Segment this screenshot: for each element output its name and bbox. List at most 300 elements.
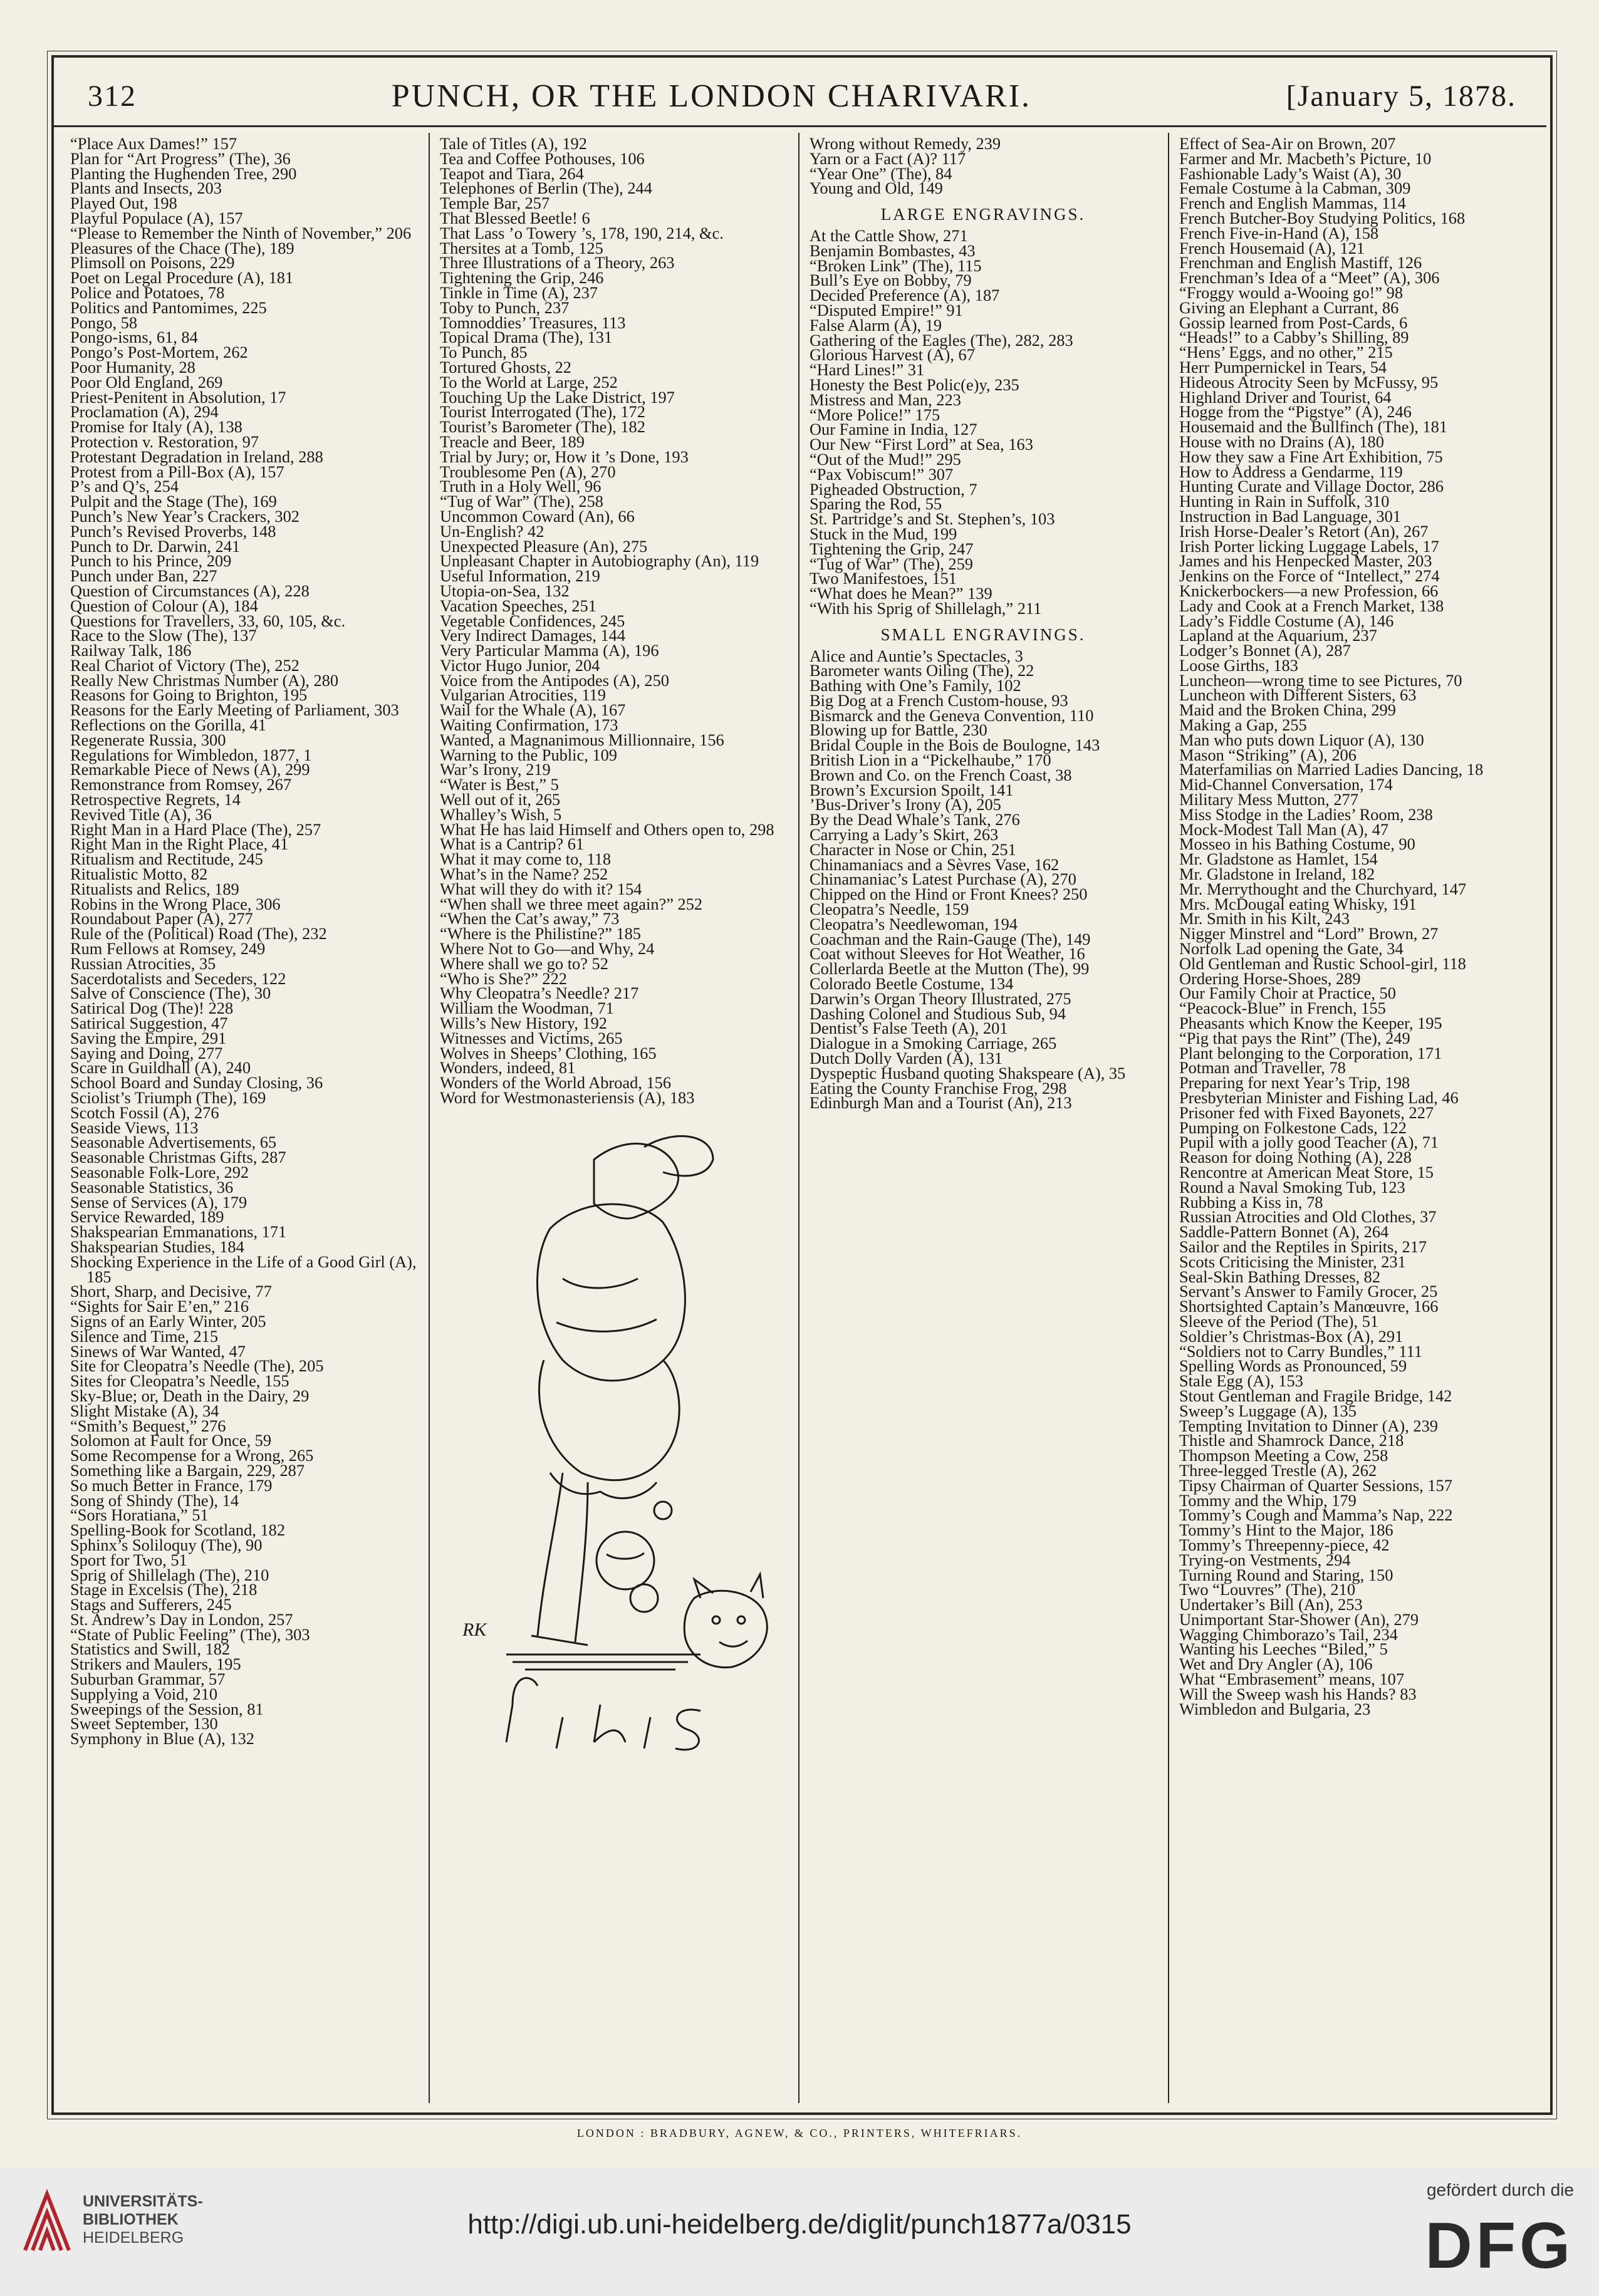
index-entry: Fashionable Lady’s Waist (A), 30: [1179, 164, 1402, 183]
index-entry: Bull’s Eye on Bobby, 79: [810, 271, 972, 290]
index-entry: Suburban Grammar, 57: [70, 1670, 226, 1689]
index-entry: Edinburgh Man and a Tourist (An), 213: [810, 1093, 1072, 1113]
index-entry: Eating the County Franchise Frog, 298: [810, 1078, 1067, 1098]
index-entry: Thersites at a Tomb, 125: [440, 238, 603, 257]
index-entry: Stage in Excelsis (The), 218: [70, 1580, 258, 1599]
index-entry: Brown and Co. on the French Coast, 38: [810, 765, 1072, 784]
index-entry: Vacation Speeches, 251: [440, 596, 596, 615]
index-entry: Sinews of War Wanted, 47: [70, 1341, 246, 1361]
index-entry: Irish Porter licking Luggage Labels, 17: [1179, 536, 1439, 556]
index-entry: Bismarck and the Geneva Convention, 110: [810, 705, 1094, 725]
index-entry: Shakspearian Studies, 184: [70, 1237, 244, 1256]
index-entry: Satirical Dog (The)! 228: [70, 999, 234, 1018]
index-entry: What will they do with it? 154: [440, 879, 642, 898]
index-entry: Mr. Gladstone as Hamlet, 154: [1179, 849, 1378, 869]
index-entry: Roundabout Paper (A), 277: [70, 909, 253, 928]
index-entry: Vegetable Confidences, 245: [440, 611, 625, 630]
index-entry: Proclamation (A), 294: [70, 402, 219, 422]
journal-title: PUNCH, OR THE LONDON CHARIVARI.: [391, 78, 1032, 114]
index-entry: James and his Henpecked Master, 203: [1179, 551, 1432, 571]
index-entry: Bathing with One’s Family, 102: [810, 676, 1021, 695]
index-entry: Un-English? 42: [440, 521, 544, 541]
index-entry: Police and Potatoes, 78: [70, 283, 225, 302]
index-entry: Female Costume à la Cabman, 309: [1179, 179, 1411, 198]
index-entry: Salve of Conscience (The), 30: [70, 984, 271, 1003]
index-entry: Warning to the Public, 109: [440, 745, 618, 764]
index-entry: Pumping on Folkestone Cads, 122: [1179, 1118, 1407, 1137]
index-entry: To Punch, 85: [440, 343, 528, 362]
index-entry: Planting the Hughenden Tree, 290: [70, 164, 297, 183]
index-entry: Wolves in Sheeps’ Clothing, 165: [440, 1043, 657, 1062]
index-entry: Prisoner fed with Fixed Bayonets, 227: [1179, 1103, 1434, 1122]
index-entry: “Who is She?” 222: [440, 969, 568, 988]
index-entry: To the World at Large, 252: [440, 372, 618, 392]
index-entry: Site for Cleopatra’s Needle (The), 205: [70, 1356, 324, 1376]
index-entry: Hogge from the “Pigstye” (A), 246: [1179, 402, 1412, 422]
index-entry: Tommy’s Threepenny-piece, 42: [1179, 1535, 1390, 1554]
index-entry: Sleeve of the Period (The), 51: [1179, 1311, 1379, 1331]
index-entry: Priest-Penitent in Absolution, 17: [70, 387, 286, 407]
printer-imprint: LONDON : BRADBURY, AGNEW, & CO., PRINTERS, WHITEFRIARS.: [576, 2127, 1023, 2139]
index-entry: Punch under Ban, 227: [70, 566, 217, 586]
index-entry: Tourist’s Barometer (The), 182: [440, 417, 645, 437]
small-engravings-heading: SMALL ENGRAVINGS.: [880, 625, 1086, 644]
index-entry: Very Particular Mamma (A), 196: [440, 641, 659, 660]
index-entry: Sense of Services (A), 179: [70, 1192, 247, 1212]
index-entry: Potman and Traveller, 78: [1179, 1058, 1346, 1078]
index-entry: Uncommon Coward (An), 66: [440, 506, 635, 526]
index-entry: Song of Shindy (The), 14: [70, 1490, 239, 1510]
index-entry: Colorado Beetle Costume, 134: [810, 974, 1014, 994]
index-entry: Barometer wants Oiling (The), 22: [810, 661, 1034, 680]
index-entry: “What does he Mean?” 139: [810, 584, 992, 603]
illustration-signature: RK: [462, 1619, 487, 1640]
index-entry: Temple Bar, 257: [440, 194, 550, 213]
index-entry: Character in Nose or Chin, 251: [810, 839, 1016, 859]
index-entry: “Year One” (The), 84: [810, 164, 952, 183]
index-entry: Protest from a Pill-Box (A), 157: [70, 462, 284, 481]
index-entry: Dialogue in a Smoking Carriage, 265: [810, 1034, 1057, 1053]
index-entry: Three Illustrations of a Theory, 263: [440, 253, 675, 273]
index-entry: Decided Preference (A), 187: [810, 286, 1000, 305]
index-entry: Tommy’s Cough and Mamma’s Nap, 222: [1179, 1505, 1453, 1525]
index-entry: Shocking Experience in the Life of a Good Girl (A), 185: [70, 1252, 417, 1286]
index-entry: Trying-on Vestments, 294: [1179, 1550, 1351, 1569]
index-entry: At the Cattle Show, 271: [810, 226, 968, 245]
index-entry: Regenerate Russia, 300: [70, 730, 226, 749]
index-entry: Mistress and Man, 223: [810, 390, 961, 409]
index-entry: Something like a Bargain, 229, 287: [70, 1460, 305, 1480]
index-entry: Where shall we go to? 52: [440, 953, 608, 973]
index-entry: Glorious Harvest (A), 67: [810, 345, 975, 365]
index-entry: Pongo’s Post-Mortem, 262: [70, 343, 248, 362]
index-entry: Why Cleopatra’s Needle? 217: [440, 984, 639, 1003]
dfg-logo-icon: DFG: [1425, 2210, 1574, 2282]
index-entry: Young and Old, 149: [810, 179, 943, 198]
index-entry: Tourist Interrogated (The), 172: [440, 402, 645, 422]
index-entry: Rum Fellows at Romsey, 249: [70, 939, 266, 958]
index-entry: Reasons for the Early Meeting of Parliament, 303: [70, 700, 399, 720]
index-entry: Scots Criticising the Minister, 231: [1179, 1252, 1406, 1271]
index-entry: Benjamin Bombastes, 43: [810, 241, 976, 260]
index-entry: Ritualists and Relics, 189: [70, 879, 239, 898]
index-entry: How to Address a Gendarme, 119: [1179, 462, 1403, 481]
index-entry: Really New Christmas Number (A), 280: [70, 670, 339, 690]
index-entry: Sparing the Rod, 55: [810, 494, 942, 514]
index-entry: “Sights for Sair E’en,” 216: [70, 1297, 249, 1316]
index-entry: Tinkle in Time (A), 237: [440, 283, 598, 302]
index-entry: Shakspearian Emmanations, 171: [70, 1222, 287, 1242]
index-entry: “Out of the Mud!” 295: [810, 449, 961, 469]
index-entry: Short, Sharp, and Decisive, 77: [70, 1282, 272, 1301]
index-entry: P’s and Q’s, 254: [70, 477, 179, 496]
index-entry: “Broken Link” (The), 115: [810, 256, 982, 275]
index-entry: Seasonable Advertisements, 65: [70, 1133, 277, 1152]
index-entry: Chipped on the Hind or Front Knees? 250: [810, 885, 1088, 904]
index-column-1: [60, 133, 430, 2103]
index-entry: “Froggy would a-Wooing go!” 98: [1179, 283, 1404, 302]
index-entry: Promise for Italy (A), 138: [70, 417, 242, 437]
index-column-4: [1169, 133, 1539, 2103]
index-entry: Topical Drama (The), 131: [440, 328, 613, 347]
index-entry: Tortured Ghosts, 22: [440, 357, 571, 377]
index-entry: “Please to Remember the Ninth of November,” 206: [70, 223, 412, 242]
index-entry: Lodger’s Bonnet (A), 287: [1179, 641, 1351, 660]
index-entry: Seasonable Folk-Lore, 292: [70, 1162, 249, 1182]
index-entry: Reasons for Going to Brighton, 195: [70, 685, 308, 705]
index-entry: Punch’s New Year’s Crackers, 302: [70, 506, 300, 526]
index-columns: [60, 133, 1539, 2103]
index-entry: Military Mess Mutton, 277: [1179, 790, 1358, 809]
index-entry: Regulations for Wimbledon, 1877, 1: [70, 745, 312, 764]
index-entry: Rencontre at American Meat Store, 15: [1179, 1162, 1434, 1182]
index-entry: Chinamaniacs and a Sèvres Vase, 162: [810, 855, 1060, 874]
index-entry: Irish Horse-Dealer’s Retort (An), 267: [1179, 521, 1429, 541]
index-entry: Jenkins on the Force of “Intellect,” 274: [1179, 566, 1440, 586]
digital-copy-url[interactable]: http://digi.ub.uni-heidelberg.de/diglit/punch1877a/0315: [467, 2209, 1132, 2240]
index-entry: Seasonable Christmas Gifts, 287: [70, 1148, 286, 1167]
index-entry: Trial by Jury; or, How it ’s Done, 193: [440, 447, 689, 466]
index-entry: What it may come to, 118: [440, 849, 612, 869]
index-entry: War’s Irony, 219: [440, 760, 551, 779]
index-entry: Tomnoddies’ Treasures, 113: [440, 313, 626, 332]
index-entry: William the Woodman, 71: [440, 999, 614, 1018]
finis-clown-handstand-illustration: [437, 1122, 786, 1761]
index-entry: Question of Circumstances (A), 228: [70, 581, 310, 600]
index-entry: Yarn or a Fact (A)? 117: [810, 148, 966, 168]
index-entry: Race to the Slow (The), 137: [70, 626, 257, 645]
index-entry: Politics and Pantomimes, 225: [70, 298, 267, 317]
index-entry: Collerlarda Beetle at the Mutton (The), 99: [810, 959, 1090, 979]
running-head: [88, 74, 1516, 118]
index-entry: St. Andrew’s Day in London, 257: [70, 1609, 293, 1629]
index-entry: “Peacock-Blue” in French, 155: [1179, 999, 1386, 1018]
index-entry: “State of Public Feeling” (The), 303: [70, 1624, 310, 1644]
index-entry: Punch to his Prince, 209: [70, 551, 232, 571]
index-entry: Shortsighted Captain’s Manœuvre, 166: [1179, 1297, 1439, 1316]
index-entry: Big Dog at a French Custom-house, 93: [810, 690, 1068, 710]
index-entry: Plant belonging to the Corporation, 171: [1179, 1043, 1442, 1062]
index-entry: Ordering Horse-Shoes, 289: [1179, 969, 1361, 988]
index-entry: Wagging Chimborazo’s Tail, 234: [1179, 1624, 1398, 1644]
index-entry: Reason for doing Nothing (A), 228: [1179, 1148, 1412, 1167]
index-entry: Remarkable Piece of News (A), 299: [70, 760, 310, 779]
index-entry: Stale Egg (A), 153: [1179, 1371, 1303, 1391]
index-entry: Truth in a Holy Well, 96: [440, 477, 602, 496]
index-entry: Rule of the (Political) Road (The), 232: [70, 924, 327, 943]
index-entry: “Pax Vobiscum!” 307: [810, 464, 954, 484]
index-entry: Honesty the Best Polic(e)y, 235: [810, 375, 1019, 394]
index-entry: Will the Sweep wash his Hands? 83: [1179, 1684, 1417, 1703]
index-entry: Maid and the Broken China, 299: [1179, 700, 1396, 720]
index-entry: Tightening the Grip, 246: [440, 268, 604, 288]
index-entry: Tea and Coffee Pothouses, 106: [440, 148, 645, 168]
index-entry: Hunting Curate and Village Doctor, 286: [1179, 477, 1444, 496]
index-entry: “Hens’ Eggs, and no other,” 215: [1179, 343, 1393, 362]
index-entry: Sweepings of the Session, 81: [70, 1699, 264, 1718]
index-entry: Teapot and Tiara, 264: [440, 164, 584, 183]
index-entry: Service Rewarded, 189: [70, 1207, 224, 1227]
index-entry: Unpleasant Chapter in Autobiography (An), 119: [440, 551, 759, 571]
index-entry: Poor Humanity, 28: [70, 357, 195, 377]
index-entry: Two “Louvres” (The), 210: [1179, 1580, 1356, 1599]
index-entry: Sweet September, 130: [70, 1714, 218, 1733]
index-entry: Luncheon—wrong time to see Pictures, 70: [1179, 670, 1462, 690]
index-entry: Soldier’s Christmas-Box (A), 291: [1179, 1326, 1404, 1346]
index-entry: Loose Girths, 183: [1179, 655, 1298, 675]
funded-by-text: gefördert durch die: [1426, 2180, 1574, 2200]
index-entry: “Disputed Empire!” 91: [810, 300, 963, 319]
index-entry: Playful Populace (A), 157: [70, 208, 243, 227]
index-entry: Touching Up the Lake District, 197: [440, 387, 675, 407]
index-entry: Silence and Time, 215: [70, 1326, 219, 1346]
index-entry: Miss Stodge in the Ladies’ Room, 238: [1179, 804, 1433, 824]
index-entry: Stags and Sufferers, 245: [70, 1595, 232, 1614]
index-entry: Frenchman and English Mastiff, 126: [1179, 253, 1422, 273]
index-entry: Seal-Skin Bathing Dresses, 82: [1179, 1267, 1381, 1286]
index-entry: Pongo-isms, 61, 84: [70, 328, 198, 347]
index-entry: Symphony in Blue (A), 132: [70, 1729, 254, 1748]
index-entry: Remonstrance from Romsey, 267: [70, 775, 292, 794]
index-entry: Waiting Confirmation, 173: [440, 715, 618, 735]
index-column-2: [430, 133, 799, 2103]
index-entry: Useful Information, 219: [440, 566, 600, 586]
index-entry: Question of Colour (A), 184: [70, 596, 258, 615]
index-entry: Lapland at the Aquarium, 237: [1179, 626, 1377, 645]
index-entry: Mid-Channel Conversation, 174: [1179, 775, 1393, 794]
index-entry: Poor Old England, 269: [70, 372, 223, 392]
index-entry: Tipsy Chairman of Quarter Sessions, 157: [1179, 1475, 1452, 1495]
index-entry: Seaside Views, 113: [70, 1118, 199, 1137]
index-entry: False Alarm (A), 19: [810, 315, 942, 335]
index-entry: Mason “Striking” (A), 206: [1179, 745, 1357, 764]
index-entry: Whalley’s Wish, 5: [440, 804, 562, 824]
index-entry: ’Bus-Driver’s Irony (A), 205: [810, 795, 1001, 814]
library-name: UNIVERSITÄTS- BIBLIOTHEK HEIDELBERG: [83, 2193, 203, 2247]
index-entry: Dashing Colonel and Studious Sub, 94: [810, 1004, 1066, 1023]
index-entry: Satirical Suggestion, 47: [70, 1014, 228, 1033]
index-entry: Unexpected Pleasure (An), 275: [440, 536, 648, 556]
index-entry: “Sors Horatiana,” 51: [70, 1505, 209, 1525]
index-entry: Reflections on the Gorilla, 41: [70, 715, 266, 735]
index-entry: “Where is the Philistine?” 185: [440, 924, 641, 943]
index-entry: Saying and Doing, 277: [70, 1043, 223, 1062]
index-entry: “Soldiers not to Carry Bundles,” 111: [1179, 1341, 1422, 1361]
index-entry: “Water is Best,” 5: [440, 775, 559, 794]
index-entry: Sacerdotalists and Seceders, 122: [70, 969, 286, 988]
index-entry: Sphinx’s Soliloquy (The), 90: [70, 1535, 263, 1554]
index-entry: Chinamaniac’s Latest Purchase (A), 270: [810, 870, 1076, 889]
index-entry: Stout Gentleman and Fragile Bridge, 142: [1179, 1386, 1452, 1405]
index-entry: Gathering of the Eagles (The), 282, 283: [810, 330, 1073, 350]
index-entry: Real Chariot of Victory (The), 252: [70, 655, 299, 675]
index-entry: Supplying a Void, 210: [70, 1684, 218, 1703]
index-entry: Lady’s Fiddle Costume (A), 146: [1179, 611, 1394, 630]
index-entry: Railway Talk, 186: [70, 641, 192, 660]
index-entry: Wet and Dry Angler (A), 106: [1179, 1654, 1373, 1674]
index-entry: Rubbing a Kiss in, 78: [1179, 1192, 1323, 1212]
index-entry: Plan for “Art Progress” (The), 36: [70, 148, 291, 168]
index-entry: Toby to Punch, 237: [440, 298, 570, 317]
index-entry: Sweep’s Luggage (A), 135: [1179, 1401, 1357, 1420]
index-entry: Strikers and Maulers, 195: [70, 1654, 241, 1674]
index-entry: Turning Round and Staring, 150: [1179, 1565, 1393, 1584]
index-entry: Tempting Invitation to Dinner (A), 239: [1179, 1416, 1438, 1435]
index-entry: Ritualism and Rectitude, 245: [70, 849, 263, 869]
index-entry: Retrospective Regrets, 14: [70, 790, 241, 809]
index-entry: St. Partridge’s and St. Stephen’s, 103: [810, 509, 1055, 529]
index-entry: What “Embrasement” means, 107: [1179, 1670, 1405, 1689]
index-entry: Very Indirect Damages, 144: [440, 626, 626, 645]
index-entry: Stuck in the Mud, 199: [810, 524, 957, 543]
index-entry: Wail for the Whale (A), 167: [440, 700, 626, 720]
index-entry: Darwin’s Organ Theory Illustrated, 275: [810, 989, 1071, 1008]
index-entry: Man who puts down Liquor (A), 130: [1179, 730, 1424, 749]
index-entry: Bridal Couple in the Bois de Boulogne, 143: [810, 735, 1100, 755]
index-entry: School Board and Sunday Closing, 36: [70, 1073, 323, 1093]
index-entry: Wanting his Leeches “Biled,” 5: [1179, 1639, 1388, 1659]
library-footer-band: [0, 2168, 1599, 2296]
index-entry: Well out of it, 265: [440, 790, 561, 809]
index-entry: “When shall we three meet again?” 252: [440, 894, 703, 913]
index-entry: Three-legged Trestle (A), 262: [1179, 1460, 1377, 1480]
index-entry: Sky-Blue; or, Death in the Dairy, 29: [70, 1386, 310, 1405]
index-entry: French and English Mammas, 114: [1179, 194, 1406, 213]
index-entry: Robins in the Wrong Place, 306: [70, 894, 281, 913]
index-entry: Effect of Sea-Air on Brown, 207: [1179, 134, 1396, 153]
index-entry: Pleasures of the Chace (The), 189: [70, 238, 294, 257]
index-entry: Housemaid and the Bullfinch (The), 181: [1179, 417, 1448, 437]
index-entry: Some Recompense for a Wrong, 265: [70, 1446, 314, 1465]
index-entry: Blowing up for Battle, 230: [810, 720, 987, 740]
index-entry: Nigger Minstrel and “Lord” Brown, 27: [1179, 924, 1439, 943]
index-entry: “Smith’s Bequest,” 276: [70, 1416, 226, 1435]
index-entry: By the Dead Whale’s Tank, 276: [810, 810, 1020, 829]
index-entry: Luncheon with Different Sisters, 63: [1179, 685, 1417, 705]
index-entry: Solomon at Fault for Once, 59: [70, 1431, 272, 1450]
index-entry: Where Not to Go—and Why, 24: [440, 939, 655, 958]
index-entry: Utopia-on-Sea, 132: [440, 581, 570, 600]
index-entry: Tale of Titles (A), 192: [440, 134, 587, 153]
index-entry: Carrying a Lady’s Skirt, 263: [810, 825, 999, 844]
index-entry: Plimsoll on Poisons, 229: [70, 253, 235, 273]
index-entry: What is a Cantrip? 61: [440, 834, 585, 854]
index-entry: Coat without Sleeves for Hot Weather, 16: [810, 944, 1085, 964]
index-entry: Frenchman’s Idea of a “Meet” (A), 306: [1179, 268, 1440, 288]
index-entry: “When the Cat’s away,” 73: [440, 909, 620, 928]
index-entry: Pulpit and the Stage (The), 169: [70, 492, 277, 511]
index-entry: House with no Drains (A), 180: [1179, 432, 1384, 451]
index-entry: Our New “First Lord” at Sea, 163: [810, 435, 1033, 454]
index-entry: “Tug of War” (The), 259: [810, 554, 973, 573]
index-entry: Instruction in Bad Language, 301: [1179, 506, 1401, 526]
index-entry: Tommy’s Hint to the Major, 186: [1179, 1520, 1393, 1540]
index-entry: French Five-in-Hand (A), 158: [1179, 223, 1379, 242]
index-entry: Spelling Words as Pronounced, 59: [1179, 1356, 1407, 1376]
index-entry: “More Police!” 175: [810, 405, 940, 424]
index-entry: Vulgarian Atrocities, 119: [440, 685, 606, 705]
large-engravings-heading: LARGE ENGRAVINGS.: [880, 205, 1086, 224]
index-entry: Treacle and Beer, 189: [440, 432, 585, 451]
index-entry: Materfamilias on Married Ladies Dancing, 18: [1179, 760, 1484, 779]
index-entry: Thompson Meeting a Cow, 258: [1179, 1446, 1388, 1465]
index-entry: Ritualistic Motto, 82: [70, 865, 208, 884]
index-entry: Pheasants which Know the Keeper, 195: [1179, 1014, 1442, 1033]
index-entry: Voice from the Antipodes (A), 250: [440, 670, 669, 690]
index-entry: Seasonable Statistics, 36: [70, 1177, 234, 1197]
index-entry: Right Man in the Right Place, 41: [70, 834, 289, 854]
index-entry: “Heads!” to a Cabby’s Shilling, 89: [1179, 328, 1409, 347]
index-entry: French Housemaid (A), 121: [1179, 238, 1365, 257]
index-entry: Gossip learned from Post-Cards, 6: [1179, 313, 1408, 332]
index-entry: Lady and Cook at a French Market, 138: [1179, 596, 1444, 615]
index-entry: Poet on Legal Procedure (A), 181: [70, 268, 294, 288]
index-entry: Presbyterian Minister and Fishing Lad, 46: [1179, 1088, 1459, 1107]
index-entry: That Lass ’o Towery ’s, 178, 190, 214, &c.: [440, 223, 724, 242]
index-entry: Preparing for next Year’s Trip, 198: [1179, 1073, 1410, 1093]
index-entry: Mosseo in his Bathing Costume, 90: [1179, 834, 1415, 854]
index-entry: Sport for Two, 51: [70, 1550, 187, 1569]
index-entry: “Tug of War” (The), 258: [440, 492, 603, 511]
index-entry: Sciolist’s Triumph (The), 169: [70, 1088, 266, 1107]
index-entry: Two Manifestoes, 151: [810, 569, 957, 588]
index-entry: Russian Atrocities, 35: [70, 953, 216, 973]
index-entry: Pongo, 58: [70, 313, 138, 332]
index-entry: Thistle and Shamrock Dance, 218: [1179, 1431, 1404, 1450]
index-entry: What’s in the Name? 252: [440, 865, 608, 884]
index-entry: Old Gentleman and Rustic School-girl, 118: [1179, 953, 1466, 973]
index-entry: Protection v. Restoration, 97: [70, 432, 259, 451]
index-entry: “With his Sprig of Shillelagh,” 211: [810, 598, 1042, 618]
index-entry: Hideous Atrocity Seen by McFussy, 95: [1179, 372, 1439, 392]
index-entry: Servant’s Answer to Family Grocer, 25: [1179, 1282, 1438, 1301]
index-entry: Tightening the Grip, 247: [810, 539, 974, 558]
index-entry: Mr. Smith in his Kilt, 243: [1179, 909, 1350, 928]
index-entry: French Butcher-Boy Studying Politics, 168: [1179, 208, 1466, 227]
index-entry: Round a Naval Smoking Tub, 123: [1179, 1177, 1405, 1197]
index-entry: Mrs. McDougal eating Whisky, 191: [1179, 894, 1417, 913]
index-entry: Sites for Cleopatra’s Needle, 155: [70, 1371, 289, 1391]
index-entry: Protestant Degradation in Ireland, 288: [70, 447, 323, 466]
index-entry: Dyspeptic Husband quoting Shakspeare (A), 35: [810, 1063, 1126, 1083]
index-entry: Played Out, 198: [70, 194, 177, 213]
index-entry: Questions for Travellers, 33, 60, 105, &c.: [70, 611, 346, 630]
index-entry: Sailor and the Reptiles in Spirits, 217: [1179, 1237, 1427, 1256]
index-entry: Wrong without Remedy, 239: [810, 134, 1001, 153]
index-entry: Telephones of Berlin (The), 244: [440, 179, 652, 198]
index-entry: Victor Hugo Junior, 204: [440, 655, 600, 675]
index-entry: Hunting in Rain in Suffolk, 310: [1179, 492, 1390, 511]
